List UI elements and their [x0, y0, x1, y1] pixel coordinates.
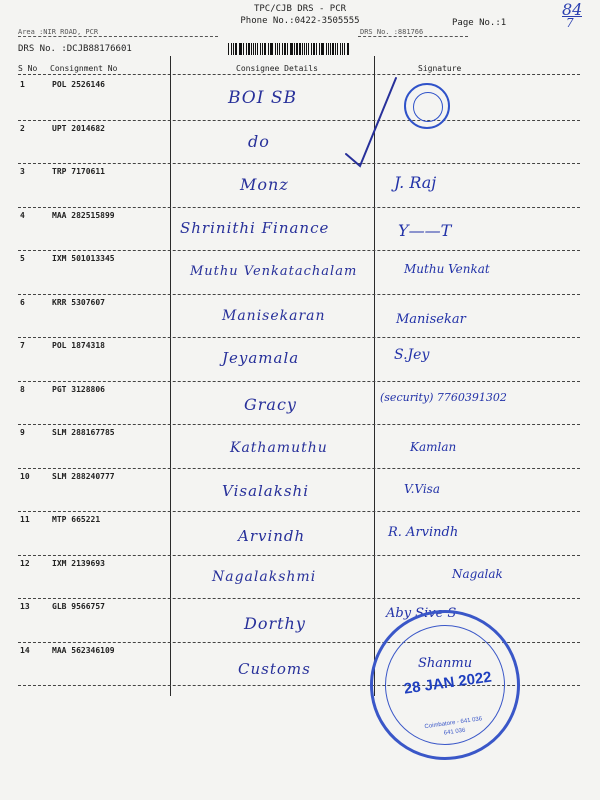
- row-divider: [18, 250, 580, 251]
- barcode-bar: [277, 43, 278, 55]
- barcode: [228, 43, 350, 55]
- barcode-bar: [311, 43, 312, 55]
- barcode-bar: [270, 43, 271, 55]
- barcode-bar: [337, 43, 338, 55]
- barcode-bar: [302, 43, 303, 55]
- row-signature: R. Arvindh: [388, 525, 459, 540]
- row-sno: 14: [20, 645, 30, 655]
- row-signature: Kamlan: [410, 440, 457, 454]
- table-row: [0, 167, 600, 211]
- row-consignment-number: POL 2526146: [52, 80, 105, 89]
- barcode-bar: [233, 43, 234, 55]
- row-signature: Y——T: [398, 220, 452, 240]
- row-divider: [18, 207, 580, 208]
- row-sno: 8: [20, 384, 25, 394]
- row-sno: 3: [20, 167, 25, 176]
- row-sno: 10: [20, 471, 30, 481]
- row-consignee-handwritten: BOI SB: [228, 88, 298, 108]
- row-divider: [18, 337, 580, 338]
- table-row: [0, 385, 600, 429]
- table-row: [0, 298, 600, 342]
- check-mark: [340, 74, 400, 169]
- row-consignment-number: PGT 3128806: [52, 384, 105, 394]
- divider: [358, 36, 468, 37]
- barcode-bar: [282, 43, 283, 55]
- row-divider: [18, 381, 580, 382]
- row-divider: [18, 598, 580, 599]
- row-sno: 13: [20, 602, 30, 611]
- column-header-signature: Signature: [418, 64, 462, 73]
- row-sno: 9: [20, 428, 25, 437]
- drs-right-label: DRS No. :881766: [360, 28, 424, 36]
- row-signature: Aby Sive S: [386, 606, 457, 621]
- barcode-bar: [319, 43, 320, 55]
- table-row: [0, 124, 600, 168]
- header-phone: Phone No.:0422-3505555: [240, 16, 360, 26]
- handwritten-sub: 7: [566, 16, 574, 30]
- barcode-bar: [340, 43, 341, 55]
- row-consignment-number: GLB 9566757: [52, 602, 105, 611]
- row-sno: 7: [20, 341, 25, 350]
- row-divider: [18, 424, 580, 425]
- stamp-place: Coimbatore - 641 036: [424, 716, 483, 731]
- barcode-bar: [294, 43, 295, 55]
- drs-number: DRS No. :DCJB88176601: [18, 44, 132, 54]
- table-row: [0, 515, 600, 559]
- row-consignee-handwritten: Gracy: [244, 394, 297, 414]
- barcode-bar: [262, 43, 263, 55]
- row-consignee-handwritten: Jeyamala: [222, 349, 300, 367]
- barcode-bar: [296, 43, 298, 55]
- barcode-bar: [290, 43, 291, 55]
- row-signature: Nagalak: [452, 566, 503, 581]
- row-divider: [18, 163, 580, 164]
- row-consignee-handwritten: Shrinithi Finance: [180, 218, 330, 237]
- barcode-bar: [322, 43, 323, 55]
- barcode-bar: [248, 43, 250, 55]
- barcode-bar: [231, 43, 232, 55]
- row-consignment-number: UPT 2014682: [52, 123, 105, 133]
- barcode-bar: [240, 43, 241, 55]
- row-signature: S.Jey: [394, 347, 430, 363]
- row-consignee-handwritten: Dorthy: [244, 614, 306, 633]
- barcode-bar: [287, 43, 288, 55]
- page-number: Page No.:1: [452, 18, 507, 28]
- barcode-bar: [330, 43, 331, 55]
- barcode-bar: [342, 43, 343, 55]
- table-row: [0, 80, 600, 124]
- table-row: [0, 428, 600, 472]
- row-sno: 12: [20, 558, 30, 568]
- row-sno: 5: [20, 254, 25, 263]
- row-consignee-handwritten: Visalakshi: [222, 481, 309, 500]
- barcode-bar: [239, 43, 240, 55]
- barcode-bar: [316, 43, 317, 55]
- row-consignee-handwritten: do: [248, 131, 270, 151]
- row-consignee-handwritten: Nagalakshmi: [212, 568, 317, 585]
- row-consignment-number: MAA 282515899: [52, 210, 115, 220]
- header-rule: [18, 74, 580, 75]
- barcode-bar: [271, 43, 272, 55]
- area-label: Area :NIR ROAD, PCR: [18, 28, 99, 36]
- row-divider: [18, 294, 580, 295]
- row-consignment-number: SLM 288167785: [52, 428, 115, 437]
- column-header-sno: S No: [18, 64, 38, 73]
- row-consignee-handwritten: Kathamuthu: [230, 440, 328, 456]
- row-signature: Shanmu: [418, 655, 473, 671]
- divider: [18, 36, 218, 37]
- row-consignee-handwritten: Monz: [240, 175, 289, 194]
- row-consignee-handwritten: Customs: [238, 659, 311, 678]
- table-row: [0, 211, 600, 255]
- barcode-bar: [284, 43, 286, 55]
- barcode-bar: [255, 43, 256, 55]
- barcode-bar: [328, 43, 329, 55]
- table-row: [0, 472, 600, 516]
- row-sno: 6: [20, 297, 25, 307]
- barcode-bar: [332, 43, 334, 55]
- barcode-bar: [313, 43, 315, 55]
- barcode-bar: [326, 43, 327, 55]
- header-title: TPC/CJB DRS - PCR: [253, 4, 347, 14]
- row-divider: [18, 468, 580, 469]
- barcode-bar: [299, 43, 300, 55]
- barcode-bar: [347, 43, 349, 55]
- stamp-place-local: 641 036: [443, 727, 466, 737]
- barcode-bar: [260, 43, 261, 55]
- row-consignment-number: POL 1874318: [52, 341, 105, 350]
- row-signature: V.Visa: [404, 481, 440, 496]
- row-divider: [18, 120, 580, 121]
- table-row: [0, 559, 600, 603]
- column-header-consignee: Consignee Details: [236, 64, 318, 73]
- row-consignee-handwritten: Arvindh: [238, 527, 306, 545]
- bank-seal: [404, 83, 450, 129]
- barcode-bar: [306, 43, 307, 55]
- row-sno: 4: [20, 210, 25, 220]
- row-signature: Muthu Venkat: [404, 262, 490, 276]
- barcode-bar: [291, 43, 292, 55]
- barcode-bar: [335, 43, 336, 55]
- row-signature: Manisekar: [396, 311, 466, 327]
- row-consignment-number: MTP 665221: [52, 515, 101, 524]
- barcode-bar: [279, 43, 280, 55]
- table-row: [0, 602, 600, 646]
- handwritten-number: 84: [562, 0, 583, 19]
- row-sno: 11: [20, 515, 30, 524]
- stamp-date: 28 JAN 2022: [402, 668, 493, 698]
- barcode-bar: [275, 43, 276, 55]
- row-sno: 2: [20, 123, 25, 133]
- barcode-bar: [321, 43, 322, 55]
- barcode-bar: [308, 43, 309, 55]
- row-consignment-number: TRP 7170611: [52, 167, 105, 176]
- row-signature: (security) 7760391302: [380, 390, 507, 404]
- barcode-bar: [257, 43, 258, 55]
- row-signature: J. Raj: [394, 173, 437, 192]
- row-consignee-handwritten: Muthu Venkatachalam: [190, 264, 358, 279]
- column-header-consignment: Consignment No: [50, 64, 118, 73]
- barcode-bar: [304, 43, 305, 55]
- barcode-bar: [243, 43, 244, 55]
- row-sno: 1: [20, 80, 25, 89]
- barcode-bar: [246, 43, 247, 55]
- row-consignment-number: IXM 2139693: [52, 558, 105, 568]
- barcode-bar: [344, 43, 345, 55]
- row-consignee-handwritten: Manisekaran: [222, 307, 326, 324]
- row-divider: [18, 511, 580, 512]
- handwritten-rule: [562, 16, 582, 17]
- barcode-bar: [253, 43, 254, 55]
- row-consignment-number: MAA 562346109: [52, 645, 115, 655]
- row-consignment-number: IXM 501013345: [52, 254, 115, 263]
- table-row: [0, 341, 600, 385]
- row-consignment-number: SLM 288240777: [52, 471, 115, 481]
- row-consignment-number: KRR 5307607: [52, 297, 105, 307]
- table-row: [0, 254, 600, 298]
- barcode-bar: [264, 43, 266, 55]
- row-divider: [18, 555, 580, 556]
- barcode-bar: [251, 43, 252, 55]
- barcode-bar: [228, 43, 229, 55]
- barcode-bar: [235, 43, 237, 55]
- barcode-bar: [268, 43, 269, 55]
